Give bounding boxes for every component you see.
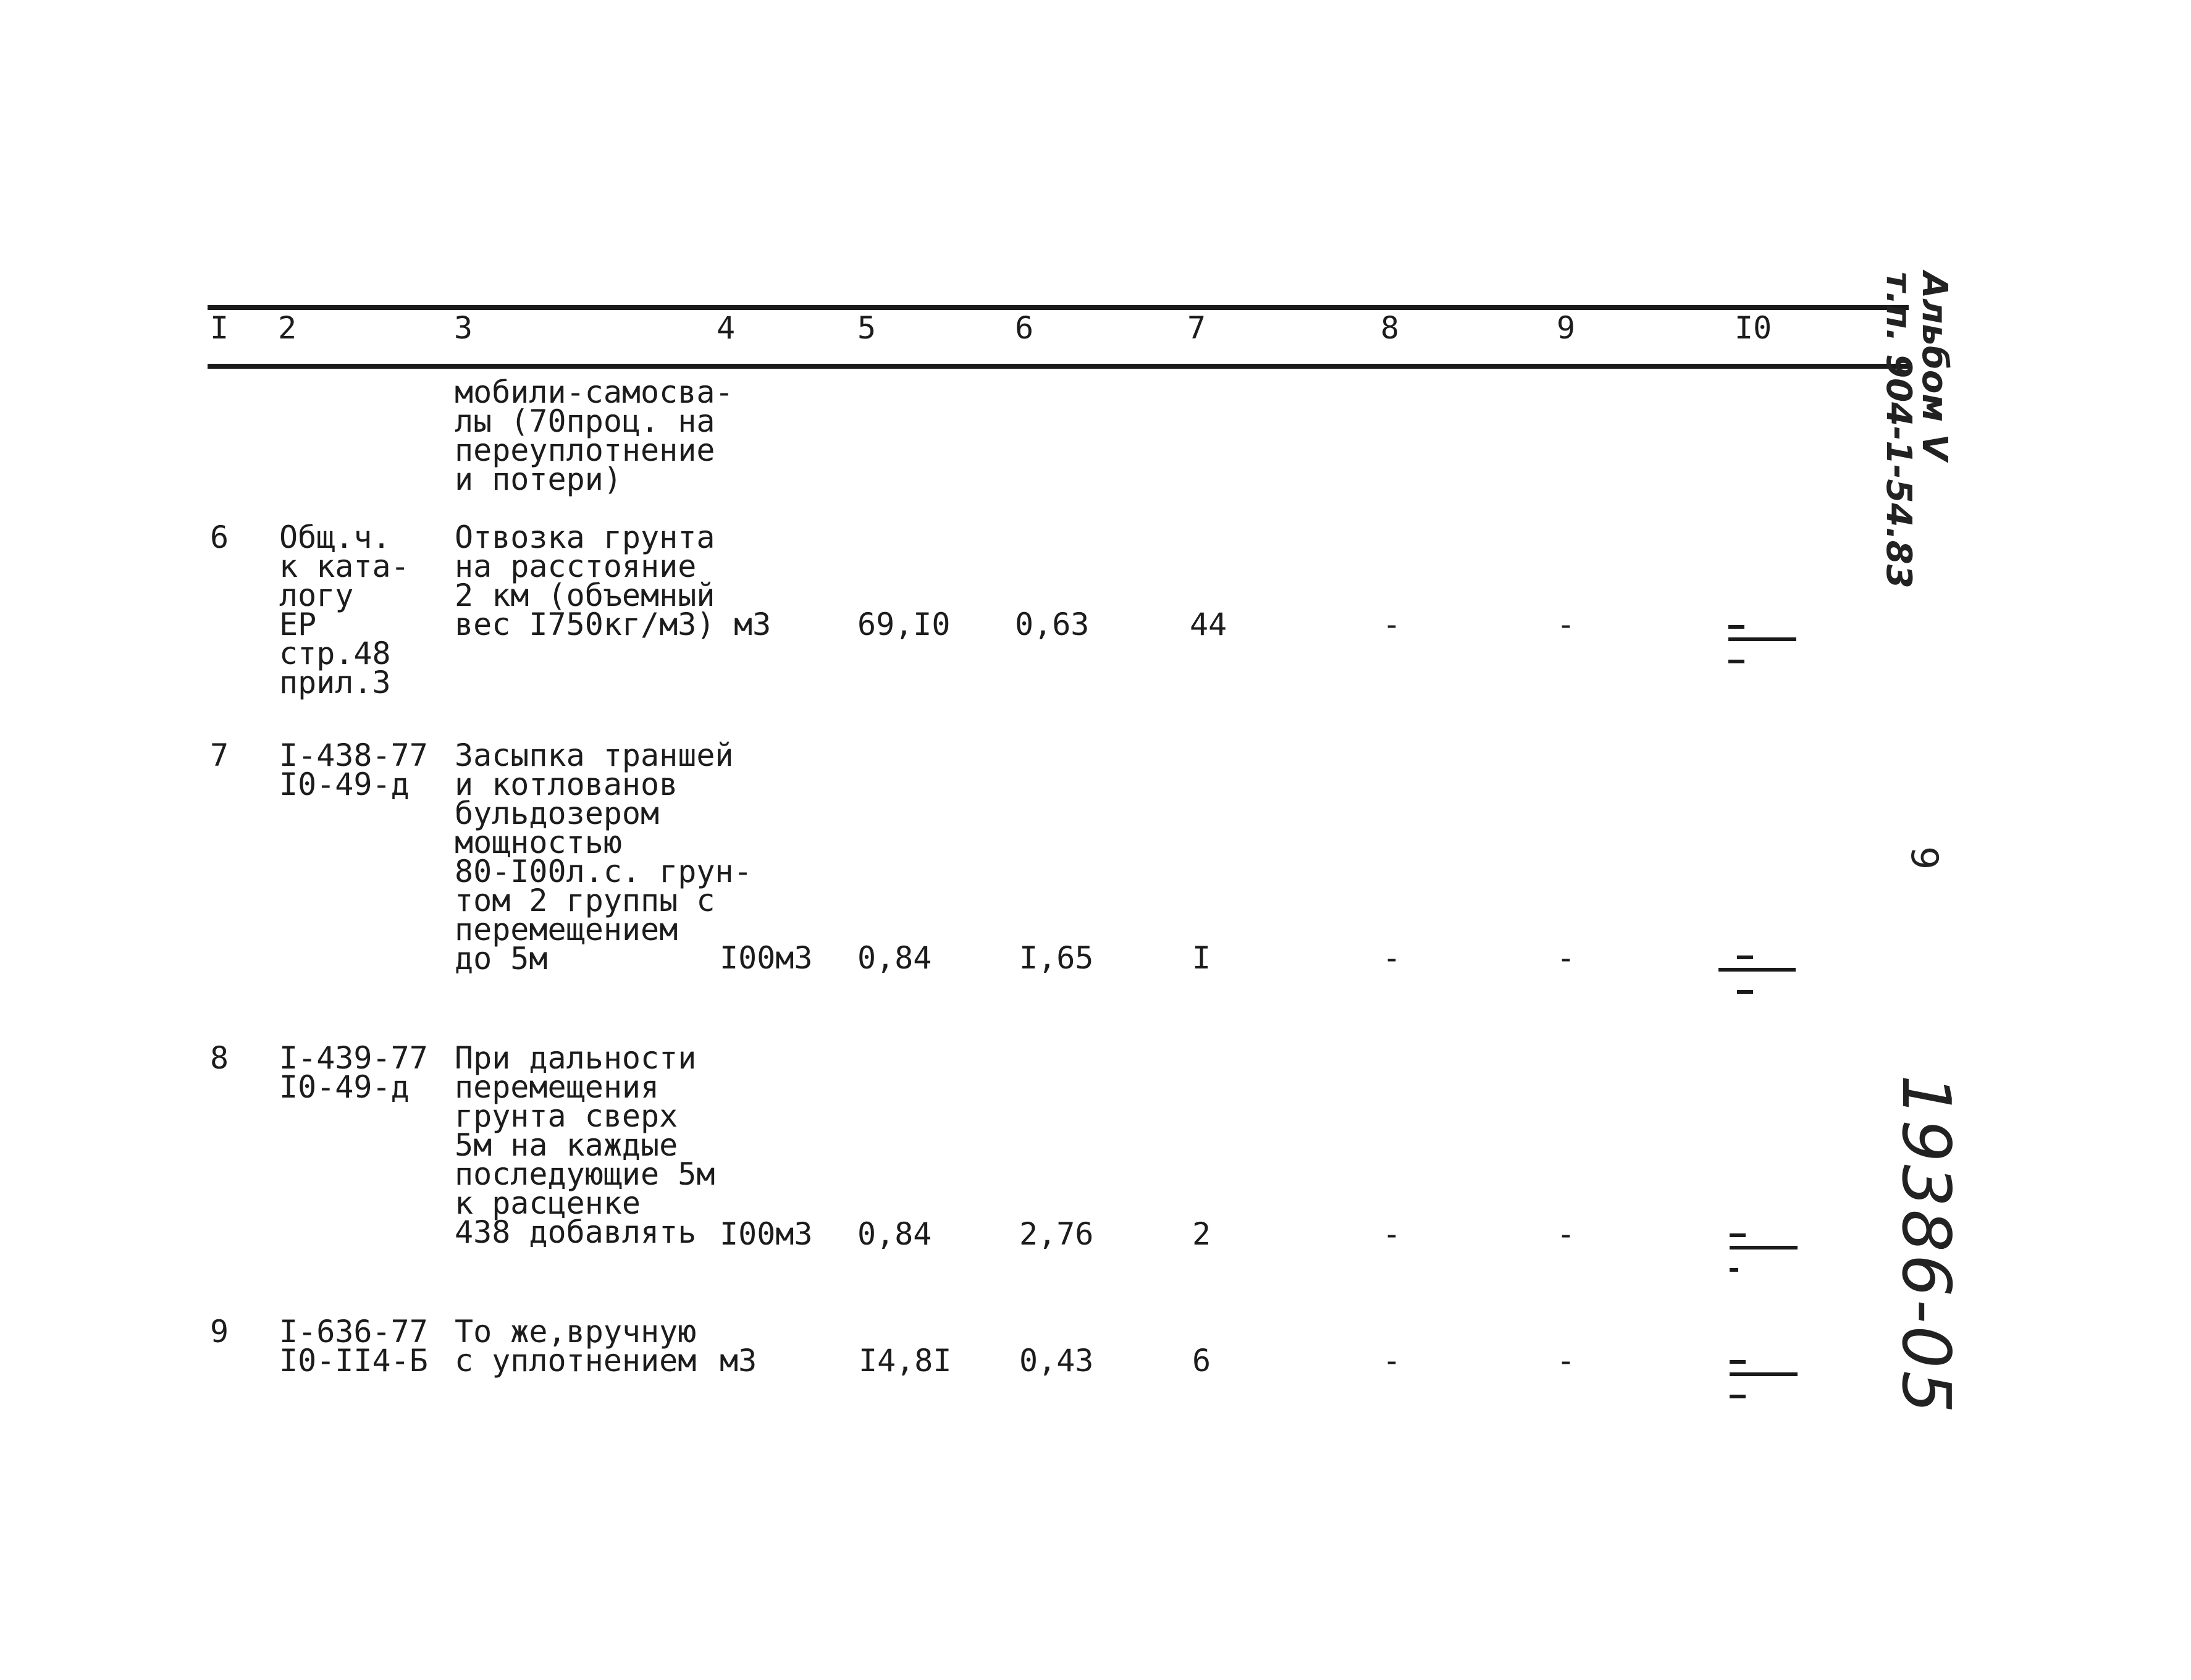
row-9-col9: - bbox=[1557, 1343, 1576, 1379]
row-7-col8: - bbox=[1382, 940, 1402, 976]
row-8-col10-fraction bbox=[1717, 1220, 1798, 1294]
row-9-quantity: I4,8I bbox=[859, 1343, 952, 1379]
row-6-description: Отвозка грунта на расстояние 2 км (объемный вес I750кг/м3) bbox=[455, 519, 715, 642]
row-8-description: При дальности перемещения грунта сверх 5м на каждые последующие 5м к расценке 438 добавлять bbox=[455, 1040, 715, 1250]
row-9-total: 6 bbox=[1192, 1343, 1211, 1379]
row-6-code: Общ.ч. к ката- логу ЕР стр.48 прил.3 bbox=[279, 519, 410, 700]
row-8-quantity: 0,84 bbox=[857, 1216, 932, 1252]
album-stamp-line-2: т.п. 904-1-54.83 bbox=[1878, 272, 1919, 589]
row-6-total: 44 bbox=[1190, 607, 1227, 642]
column-header-2: 2 bbox=[278, 310, 297, 346]
row-8-code: I-439-77 I0-49-д bbox=[279, 1040, 428, 1105]
column-header-1: I bbox=[210, 310, 229, 346]
row-6-unit: м3 bbox=[734, 607, 772, 642]
row-6-col10-fraction bbox=[1716, 611, 1796, 686]
row-6-quantity: 69,I0 bbox=[857, 607, 951, 642]
row-6-col9: - bbox=[1557, 607, 1576, 642]
album-stamp bbox=[1880, 272, 1952, 589]
row-7-quantity: 0,84 bbox=[857, 940, 932, 976]
column-header-3: 3 bbox=[454, 310, 473, 346]
row-7-col9: - bbox=[1557, 940, 1576, 976]
column-header-7: 7 bbox=[1187, 310, 1206, 346]
row-6-number: 6 bbox=[210, 519, 229, 555]
row-7-code: I-438-77 I0-49-д bbox=[279, 737, 428, 802]
column-header-5: 5 bbox=[857, 310, 877, 346]
row-9-number: 9 bbox=[210, 1314, 229, 1350]
row-8-norm: 2,76 bbox=[1019, 1216, 1094, 1252]
column-header-10: I0 bbox=[1735, 310, 1772, 346]
row-6-norm: 0,63 bbox=[1015, 607, 1090, 642]
row-8-total: 2 bbox=[1192, 1216, 1211, 1252]
row-7-total: I bbox=[1192, 940, 1211, 976]
row-7-number: 7 bbox=[210, 737, 229, 773]
row-9-unit: м3 bbox=[720, 1343, 757, 1379]
inventory-number: 19386-05 bbox=[1887, 1075, 1964, 1416]
continued-description: мобили-самосва- лы (70проц. на переуплотнение и потери) bbox=[455, 374, 734, 497]
row-9-code: I-636-77 I0-II4-Б bbox=[279, 1314, 428, 1379]
row-6-col8: - bbox=[1382, 607, 1402, 642]
table-top-rule bbox=[208, 305, 1909, 310]
row-8-number: 8 bbox=[210, 1040, 229, 1076]
column-header-6: 6 bbox=[1015, 310, 1034, 346]
row-7-col10-fraction bbox=[1706, 942, 1786, 1016]
row-9-norm: 0,43 bbox=[1019, 1343, 1094, 1379]
row-8-unit: I00м3 bbox=[720, 1216, 813, 1252]
row-7-norm: I,65 bbox=[1019, 940, 1094, 976]
column-header-8: 8 bbox=[1381, 310, 1400, 346]
column-header-9: 9 bbox=[1557, 310, 1576, 346]
row-9-col8: - bbox=[1382, 1343, 1402, 1379]
table-header-rule bbox=[208, 364, 1909, 369]
row-7-unit: I00м3 bbox=[720, 940, 813, 976]
row-8-col9: - bbox=[1557, 1216, 1576, 1252]
page-number: 9 bbox=[1903, 846, 1946, 870]
album-stamp-line-1: Альбом V bbox=[1914, 272, 1954, 461]
row-9-col10-fraction bbox=[1717, 1346, 1798, 1421]
column-header-4: 4 bbox=[717, 310, 736, 346]
row-8-col8: - bbox=[1382, 1216, 1402, 1252]
row-9-description: То же,вручную с уплотнением bbox=[455, 1314, 697, 1379]
row-7-description: Засыпка траншей и котлованов бульдозером мощностью 80-I00л.с. грун- том 2 группы с перемещением до 5м bbox=[455, 737, 752, 976]
